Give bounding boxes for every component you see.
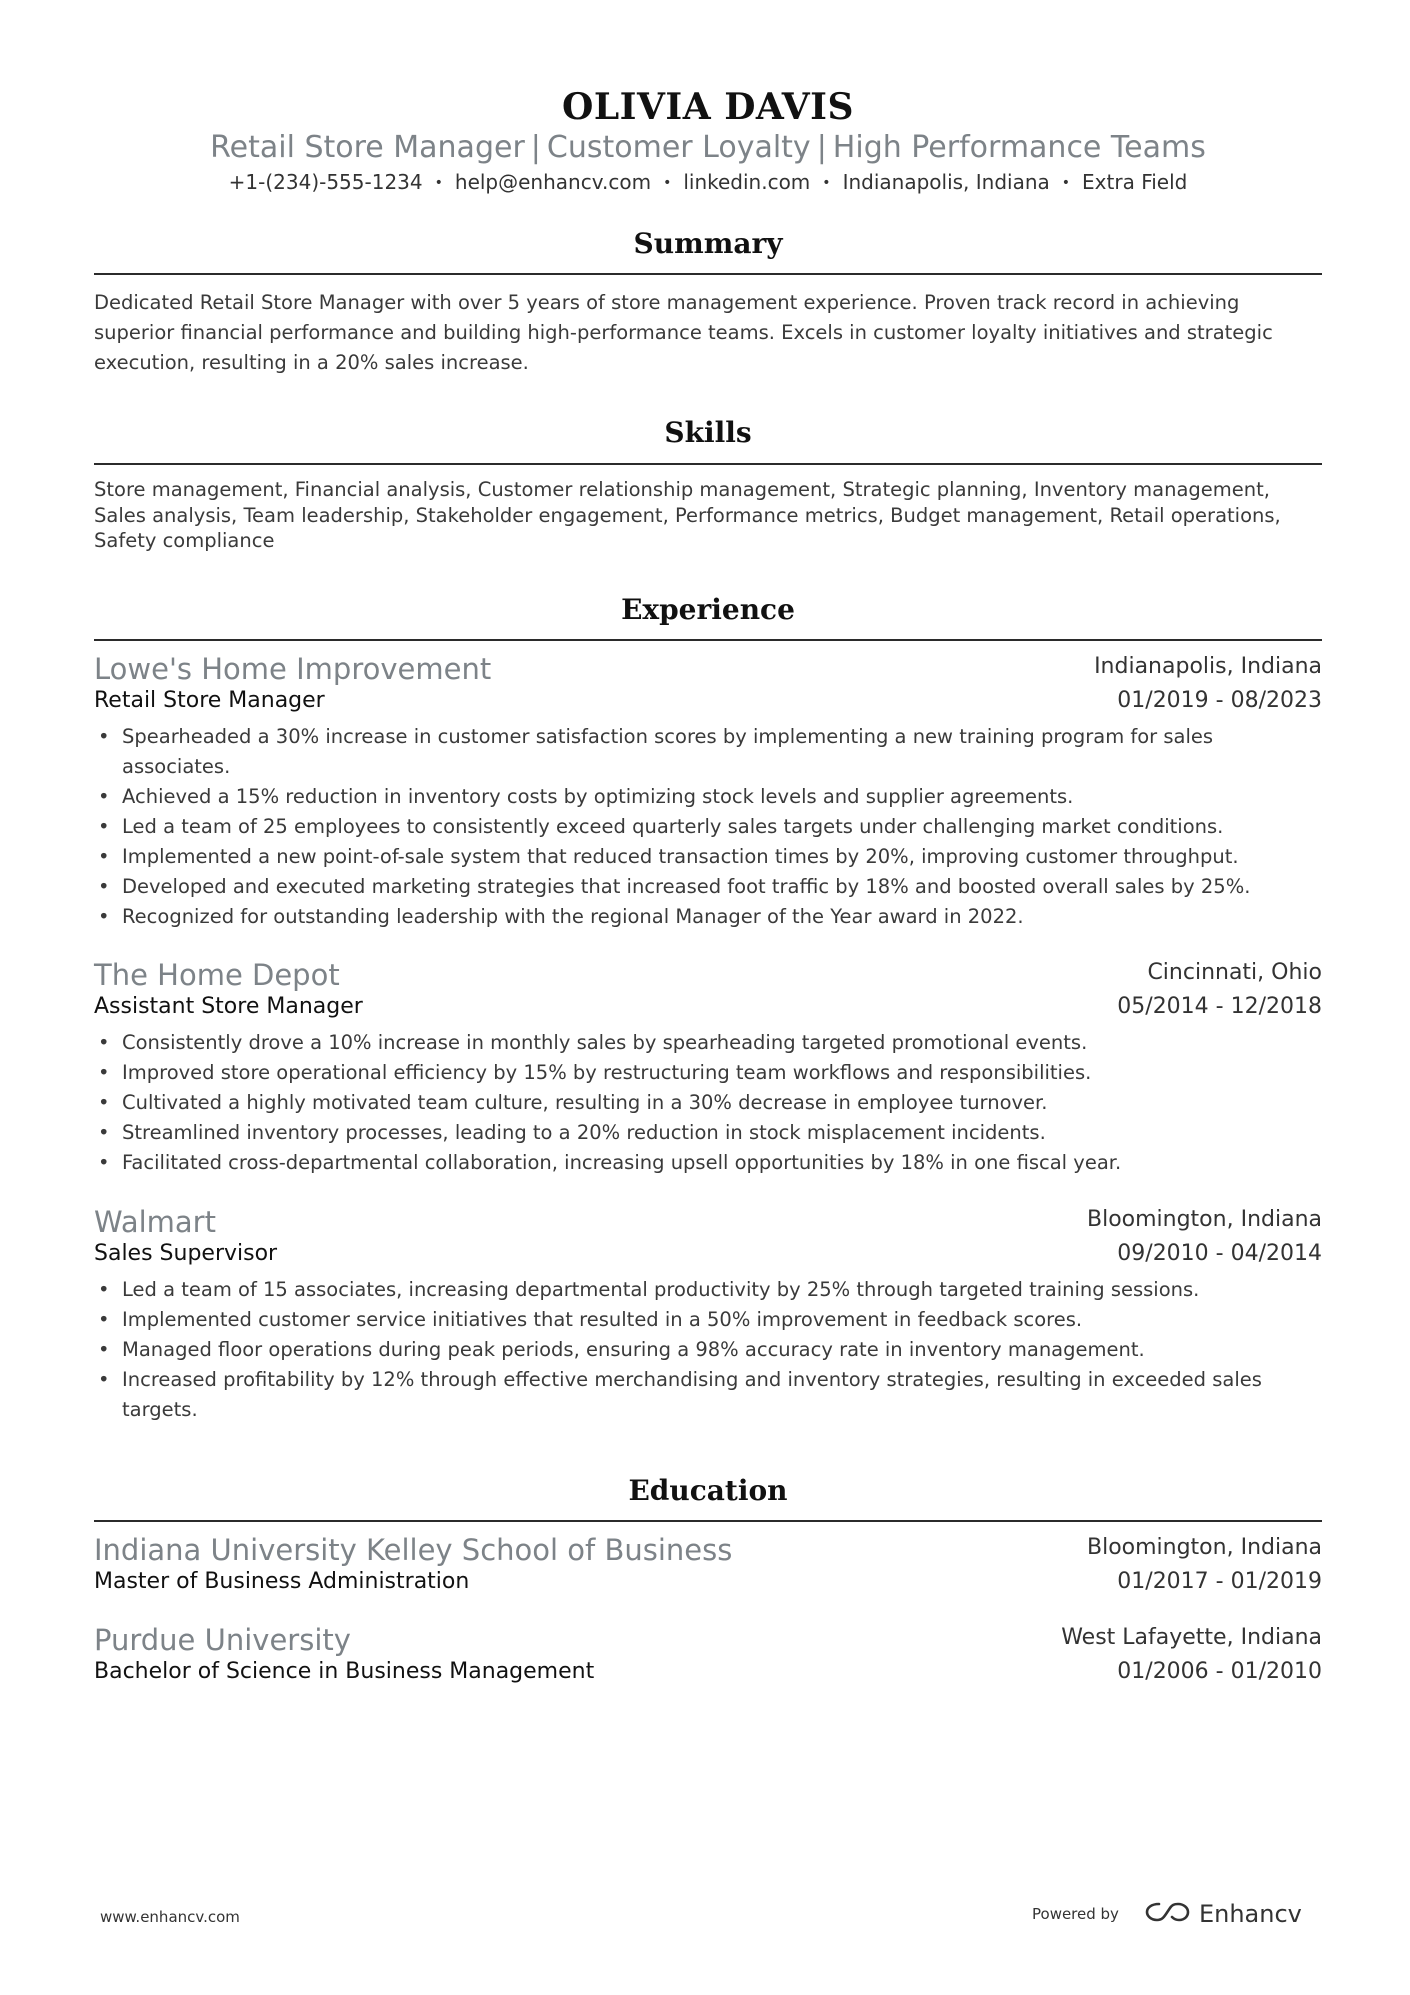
achievement-item: • Developed and executed marketing strategies that increased foot traffic by 18% and boosted overall sales by 25%.: [94, 872, 1322, 902]
section-title-education: Education: [628, 1474, 788, 1507]
headline-separator: |: [816, 130, 827, 165]
job-location: Cincinnati, Ohio: [1147, 960, 1322, 985]
section-divider: [94, 273, 1322, 275]
achievement-item: • Spearheaded a 30% increase in customer satisfaction scores by implementing a new training program for sales associates.: [94, 722, 1322, 782]
contact-line: [94, 170, 1322, 194]
company-name: Walmart: [94, 1205, 216, 1239]
achievement-item: • Managed floor operations during peak periods, ensuring a 98% accuracy rate in inventory management.: [94, 1335, 1322, 1365]
experience-entry: [94, 1205, 1322, 1425]
contact-extra: Extra Field: [1082, 170, 1188, 194]
achievement-item: • Recognized for outstanding leadership with the regional Manager of the Year award in 2022.: [94, 902, 1322, 932]
contact-location: Indianapolis, Indiana: [842, 170, 1050, 194]
section-title-skills: Skills: [664, 416, 752, 449]
achievement-item: • Increased profitability by 12% through effective merchandising and inventory strategies, resulting in exceeded sales targets.: [94, 1365, 1322, 1425]
job-title: Assistant Store Manager: [94, 994, 363, 1019]
contact-linkedin[interactable]: linkedin.com: [683, 170, 811, 194]
contact-email[interactable]: help@enhancv.com: [454, 170, 652, 194]
achievement-item: • Improved store operational efficiency by 15% by restructuring team workflows and responsibilities.: [94, 1058, 1322, 1088]
achievement-list: [94, 1028, 1322, 1178]
headline-item: High Performance Teams: [832, 130, 1206, 165]
achievement-list: [94, 1275, 1322, 1425]
degree: Master of Business Administration: [94, 1569, 470, 1594]
brand-name: Enhancv: [1198, 1900, 1302, 1928]
achievement-item: • Facilitated cross-departmental collaboration, increasing upsell opportunities by 18% in one fiscal year.: [94, 1148, 1322, 1178]
job-title: Retail Store Manager: [94, 688, 325, 713]
footer-branding: [1032, 1900, 1302, 1928]
achievement-item: • Implemented a new point-of-sale system that reduced transaction times by 20%, improving customer throughput.: [94, 842, 1322, 872]
section-title-summary: Summary: [633, 227, 783, 260]
powered-by-label: Powered by: [1032, 1905, 1119, 1923]
school-name: Indiana University Kelley School of Business: [94, 1533, 733, 1567]
contact-separator: •: [434, 175, 443, 191]
experience-entry: [94, 958, 1322, 1178]
headline-item: Retail Store Manager: [210, 130, 525, 165]
section-divider: [94, 639, 1322, 641]
achievement-item: • Implemented customer service initiatives that resulted in a 50% improvement in feedback scores.: [94, 1305, 1322, 1335]
education-dates: 01/2006 - 01/2010: [1117, 1659, 1322, 1684]
job-dates: 09/2010 - 04/2014: [1117, 1241, 1322, 1266]
contact-separator: •: [663, 175, 672, 191]
education-dates: 01/2017 - 01/2019: [1117, 1569, 1322, 1594]
degree: Bachelor of Science in Business Management: [94, 1659, 595, 1684]
education-entry: [94, 1623, 1322, 1693]
job-location: Indianapolis, Indiana: [1094, 654, 1322, 679]
company-name: The Home Depot: [94, 958, 340, 992]
contact-separator: •: [1061, 175, 1071, 191]
achievement-item: • Cultivated a highly motivated team culture, resulting in a 30% decrease in employee turnover.: [94, 1088, 1322, 1118]
education-entry: [94, 1533, 1322, 1603]
achievement-item: • Led a team of 25 employees to consistently exceed quarterly sales targets under challenging market conditions.: [94, 812, 1322, 842]
school-name: Purdue University: [94, 1623, 351, 1657]
section-divider: [94, 1520, 1322, 1522]
job-title: Sales Supervisor: [94, 1241, 278, 1266]
achievement-item: • Led a team of 15 associates, increasing departmental productivity by 25% through targeted training sessions.: [94, 1275, 1322, 1305]
footer-website[interactable]: www.enhancv.com: [100, 1908, 240, 1926]
job-location: Bloomington, Indiana: [1086, 1207, 1322, 1232]
headline-separator: |: [530, 130, 541, 165]
headline-item: Customer Loyalty: [546, 130, 811, 165]
achievement-list: [94, 722, 1322, 932]
headline: [94, 130, 1322, 165]
job-dates: 05/2014 - 12/2018: [1117, 994, 1322, 1019]
achievement-item: • Achieved a 15% reduction in inventory costs by optimizing stock levels and supplier agreements.: [94, 782, 1322, 812]
candidate-name: OLIVIA DAVIS: [561, 86, 855, 128]
enhancv-logo-icon: [1145, 1900, 1191, 1928]
experience-entry: [94, 652, 1322, 932]
contact-separator: •: [822, 175, 831, 191]
job-dates: 01/2019 - 08/2023: [1117, 688, 1322, 713]
school-location: West Lafayette, Indiana: [1061, 1625, 1322, 1650]
summary-text: Dedicated Retail Store Manager with over 5 years of store management experience. Proven track record in achieving superior financial performance and building high-performance teams. Excels in customer loyalty initiatives and strategic execution, resulting in a 20% sales increase.: [94, 291, 1273, 374]
section-divider: [94, 463, 1322, 465]
company-name: Lowe's Home Improvement: [94, 652, 492, 686]
achievement-item: • Streamlined inventory processes, leading to a 20% reduction in stock misplacement incidents.: [94, 1118, 1322, 1148]
contact-phone: +1-(234)-555-1234: [228, 170, 423, 194]
skills-text: Store management, Financial analysis, Customer relationship management, Strategic planning, Inventory management, Sales analysis, Team leadership, Stakeholder engagement, Performance metrics, Budget management, Retail operations, Safety compliance: [94, 478, 1281, 552]
section-title-experience: Experience: [621, 593, 795, 626]
achievement-item: • Consistently drove a 10% increase in monthly sales by spearheading targeted promotional events.: [94, 1028, 1322, 1058]
school-location: Bloomington, Indiana: [1086, 1535, 1322, 1560]
